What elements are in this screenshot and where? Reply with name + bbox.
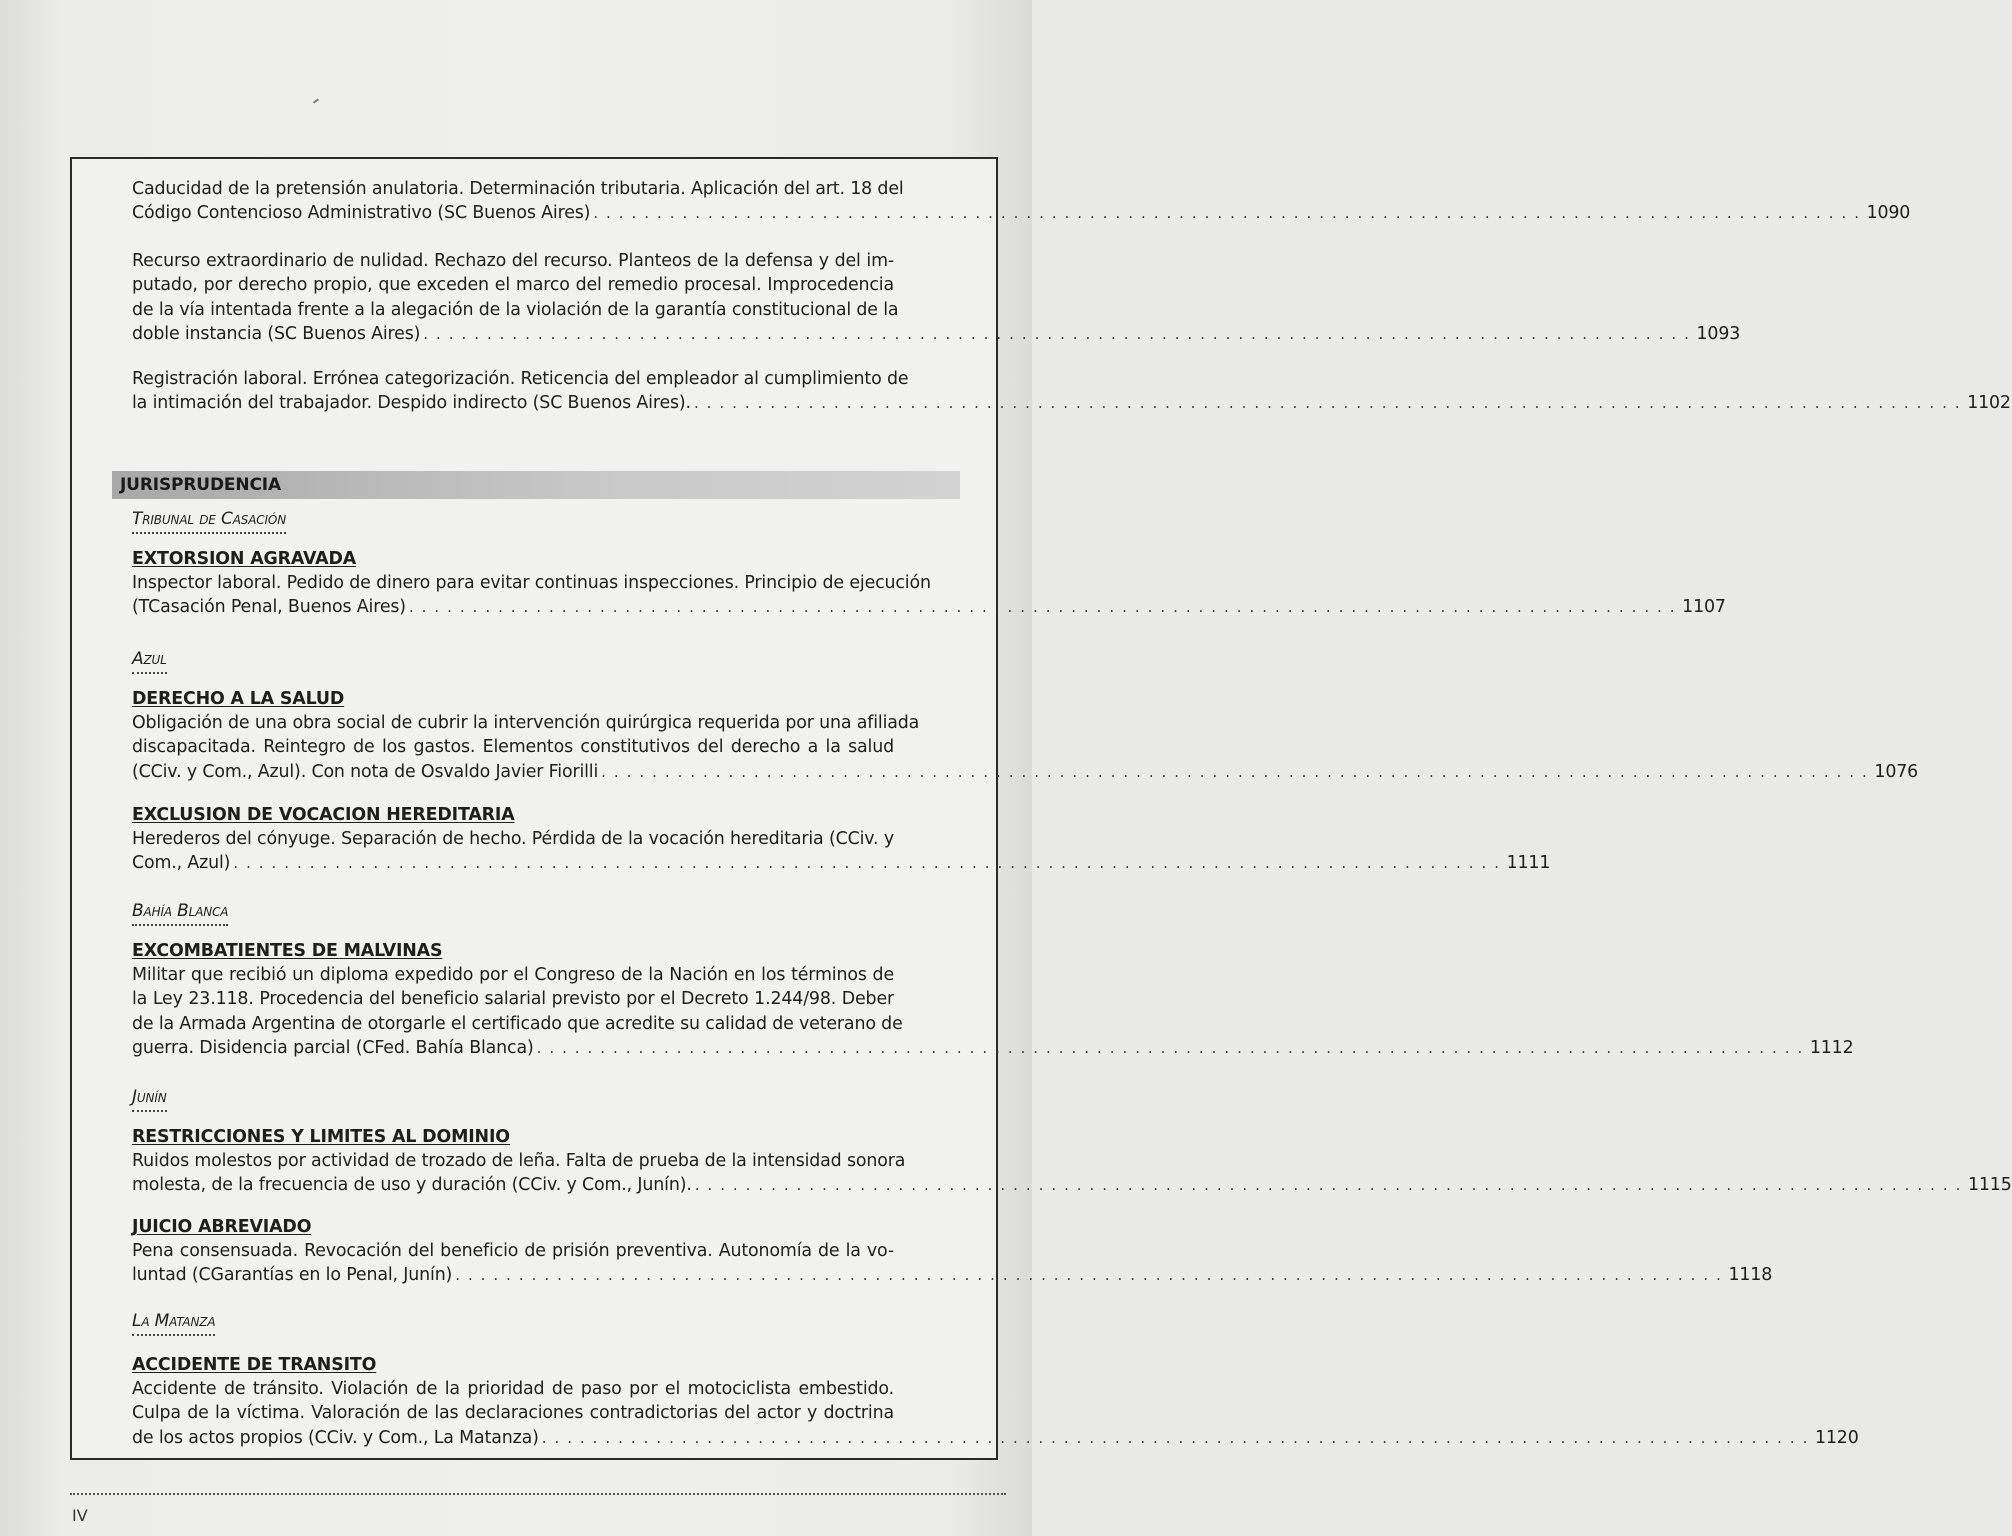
entry-heading[interactable]: EXTORSION AGRAVADA <box>132 549 357 569</box>
entry-last-line <box>132 760 1919 784</box>
dot-leader: . . . . . . . . . . . . . . . . . . . . . . . . . . . . . . . . . . . . . . . . . . . . . . . . . . . . . . . . . . . . . . . . . . . . . . . . . . . . . . . . . . . . . . . . . . . . . . . . . . . . <box>541 1428 1809 1447</box>
entry-last-line <box>132 851 1551 875</box>
entry-line: Militar que recibió un diploma expedido por el Congreso de la Nación en los términos de <box>132 965 894 985</box>
entry-last-line <box>132 391 2011 415</box>
entry-heading[interactable]: RESTRICCIONES Y LIMITES AL DOMINIO <box>132 1127 510 1147</box>
page-ref[interactable]: 1107 <box>1682 597 1726 618</box>
entry-last-line <box>132 595 1726 619</box>
entry-last-line <box>132 1263 1773 1287</box>
entry-line: Herederos del cónyuge. Separación de hecho. Pérdida de la vocación hereditaria (CCiv. y <box>132 829 894 849</box>
dot-leader: . . . . . . . . . . . . . . . . . . . . . . . . . . . . . . . . . . . . . . . . . . . . . . . . . . . . . . . . . . . . . . . . . . . . . . . . . . . . . . . . . . . . . . . . . . . . . . . . . . . . <box>408 598 1677 617</box>
entry-line: Pena consensuada. Revocación del beneficio de prisión preventiva. Autonomía de la vo- <box>132 1241 894 1261</box>
page-ref[interactable]: 1120 <box>1814 1427 1859 1448</box>
dot-leader: . . . . . . . . . . . . . . . . . . . . . . . . . . . . . . . . . . . . . . . . . . . . . . . . . . . . . . . . . . . . . . . . . . . . . . . . . . . . . . . . . . . . . . . . . . . . . . . . . . . . <box>233 854 1501 873</box>
dot-leader: . . . . . . . . . . . . . . . . . . . . . . . . . . . . . . . . . . . . . . . . . . . . . . . . . . . . . . . . . . . . . . . . . . . . . . . . . . . . . . . . . . . . . . . . . . . . . . . . . . . . <box>536 1038 1804 1057</box>
toc-entry[interactable] <box>132 1239 1773 1288</box>
entry-last-line <box>132 201 1911 225</box>
toc-entry[interactable] <box>132 827 1551 876</box>
entry-line: Caducidad de la pretensión anulatoria. Determinación tributaria. Aplicación del art. 18 del <box>132 179 904 199</box>
entry-line: Inspector laboral. Pedido de dinero para evitar continuas inspecciones. Principio de ejecución <box>132 573 931 593</box>
toc-entry[interactable] <box>132 177 1911 226</box>
entry-text-end: de los actos propios (CCiv. y Com., La Matanza) <box>132 1427 539 1448</box>
entry-line: Accidente de tránsito. Violación de la prioridad de paso por el motociclista embestido. <box>132 1379 894 1399</box>
entry-line: de la Armada Argentina de otorgarle el certificado que acredite su calidad de veterano de <box>132 1013 903 1034</box>
entry-last-line <box>132 1036 1854 1060</box>
dot-leader: . . . . . . . . . . . . . . . . . . . . . . . . . . . . . . . . . . . . . . . . . . . . . . . . . . . . . . . . . . . . . . . . . . . . . . . . . . . . . . . . . . . . . . . . . . . . . . . . . . . . <box>423 324 1691 343</box>
toc-entry[interactable] <box>132 1149 2012 1198</box>
page-ref[interactable]: 1111 <box>1506 853 1551 874</box>
court-label: Azul <box>132 647 167 674</box>
entry-text-end: doble instancia (SC Buenos Aires) <box>132 323 421 344</box>
entry-line: Culpa de la víctima. Valoración de las declaraciones contradictorias del actor y doctrina <box>132 1403 894 1424</box>
court-label: Tribunal de Casación <box>132 507 286 534</box>
dot-leader: . . . . . . . . . . . . . . . . . . . . . . . . . . . . . . . . . . . . . . . . . . . . . . . . . . . . . . . . . . . . . . . . . . . . . . . . . . . . . . . . . . . . . . . . . . . . . . . . . . . . <box>693 394 1962 413</box>
court-label: La Matanza <box>132 1309 215 1336</box>
entry-heading[interactable]: ACCIDENTE DE TRANSITO <box>132 1355 377 1375</box>
toc-entry[interactable] <box>132 963 1854 1060</box>
page-ref[interactable]: 1102 <box>1967 393 2011 414</box>
entry-line: putado, por derecho propio, que exceden el marco del remedio procesal. Improcedencia <box>132 275 894 296</box>
entry-line: Ruidos molestos por actividad de trozado de leña. Falta de prueba de la intensidad sonora <box>132 1151 906 1171</box>
toc-entry[interactable] <box>132 711 1919 784</box>
court-label: Junín <box>132 1085 167 1112</box>
bottom-dotted-rule <box>70 1493 1006 1495</box>
court-label: Bahía Blanca <box>132 899 228 926</box>
entry-text-end: (TCasación Penal, Buenos Aires) <box>132 597 406 618</box>
entry-line: la Ley 23.118. Procedencia del beneficio salarial previsto por el Decreto 1.244/98. Deber <box>132 989 894 1010</box>
entry-heading[interactable]: EXCOMBATIENTES DE MALVINAS <box>132 941 443 961</box>
entry-text-end: Código Contencioso Administrativo (SC Buenos Aires) <box>132 203 591 224</box>
entry-last-line <box>132 322 1741 346</box>
entry-text-end: luntad (CGarantías en lo Penal, Junín) <box>132 1265 453 1286</box>
dot-leader: . . . . . . . . . . . . . . . . . . . . . . . . . . . . . . . . . . . . . . . . . . . . . . . . . . . . . . . . . . . . . . . . . . . . . . . . . . . . . . . . . . . . . . . . . . . . . . . . . . . . <box>455 1266 1723 1285</box>
entry-line: de la vía intentada frente a la alegación de la violación de la garantía constitucional de la <box>132 299 899 320</box>
entry-line: Registración laboral. Errónea categorización. Reticencia del empleador al cumplimiento de <box>132 369 909 389</box>
summary-frame <box>70 157 2012 1460</box>
page-ref[interactable]: 1112 <box>1809 1037 1854 1058</box>
entry-text-end: molesta, de la frecuencia de uso y duración (CCiv. y Com., Junín). <box>132 1175 692 1196</box>
page-ref[interactable]: 1076 <box>1874 761 1919 782</box>
entry-heading[interactable]: EXCLUSION DE VOCACION HEREDITARIA <box>132 805 515 825</box>
entry-line: Recurso extraordinario de nulidad. Rechazo del recurso. Planteos de la defensa y del im- <box>132 251 894 271</box>
dot-leader: . . . . . . . . . . . . . . . . . . . . . . . . . . . . . . . . . . . . . . . . . . . . . . . . . . . . . . . . . . . . . . . . . . . . . . . . . . . . . . . . . . . . . . . . . . . . . . . . . . . . <box>694 1176 1962 1195</box>
section-title-jurisprudencia: JURISPRUDENCIA <box>112 471 960 499</box>
entry-line: discapacitada. Reintegro de los gastos. Elementos constitutivos del derecho a la salud <box>132 737 894 758</box>
page-ref[interactable]: 1118 <box>1728 1265 1773 1286</box>
entry-line: Obligación de una obra social de cubrir la intervención quirúrgica requerida por una afiliada <box>132 713 920 733</box>
page-ref[interactable]: 1090 <box>1866 203 1911 224</box>
entry-text-end: guerra. Disidencia parcial (CFed. Bahía Blanca) <box>132 1037 534 1058</box>
entry-last-line <box>132 1173 2012 1197</box>
toc-entry[interactable] <box>132 249 1741 346</box>
entry-heading[interactable]: DERECHO A LA SALUD <box>132 689 345 709</box>
page-ref[interactable]: 1093 <box>1696 323 1741 344</box>
entry-text-end: Com., Azul) <box>132 853 231 874</box>
toc-entry[interactable] <box>132 367 2011 416</box>
entry-text-end: la intimación del trabajador. Despido indirecto (SC Buenos Aires). <box>132 393 691 414</box>
entry-heading[interactable]: JUICIO ABREVIADO <box>132 1217 312 1237</box>
toc-entry[interactable] <box>132 571 1726 620</box>
entry-last-line <box>132 1426 1859 1450</box>
entry-text-end: (CCiv. y Com., Azul). Con nota de Osvaldo Javier Fiorilli <box>132 761 599 782</box>
toc-entry[interactable] <box>132 1377 1859 1450</box>
page-ref[interactable]: 1115 <box>1967 1175 2012 1196</box>
dot-leader: . . . . . . . . . . . . . . . . . . . . . . . . . . . . . . . . . . . . . . . . . . . . . . . . . . . . . . . . . . . . . . . . . . . . . . . . . . . . . . . . . . . . . . . . . . . . . . . . . . . . <box>593 204 1861 223</box>
page-number: IV <box>72 1506 88 1525</box>
dot-leader: . . . . . . . . . . . . . . . . . . . . . . . . . . . . . . . . . . . . . . . . . . . . . . . . . . . . . . . . . . . . . . . . . . . . . . . . . . . . . . . . . . . . . . . . . . . . . . . . . . . . <box>601 762 1869 781</box>
